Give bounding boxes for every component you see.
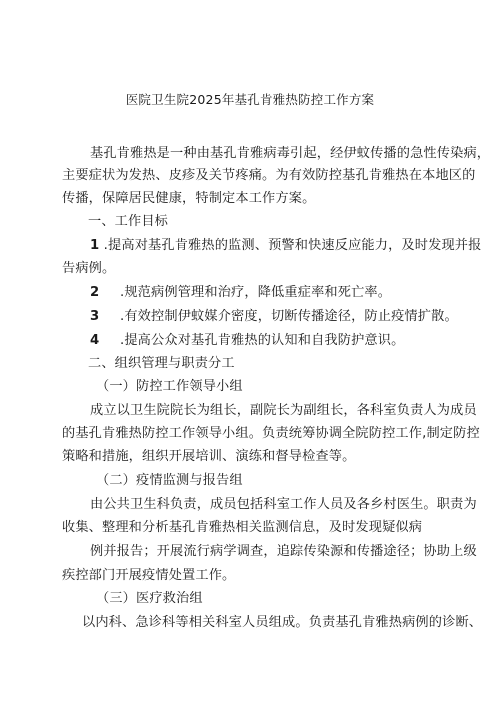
treatment-line-1: 以内科、急诊科等相关科室人员组成。负责基孔肯雅热病例的诊断、	[82, 615, 483, 630]
section-heading-organization: 二、组织管理与职责分工	[88, 356, 235, 371]
section-heading-goals: 一、工作目标	[88, 214, 169, 229]
surveillance-line-1: 由公共卫生科负责，成员包括科室工作人员及各乡村医生。职责为	[90, 497, 477, 512]
goal-text: .有效控制伊蚊媒介密度，切断传播途径，防止疫情扩散。	[120, 309, 458, 324]
leadership-line-3: 策略和措施，组织开展培训、演练和督导检查等。	[62, 449, 356, 464]
goal-item-1	[90, 237, 481, 255]
goal-number: 3	[90, 309, 100, 324]
goal-number: 4	[90, 333, 100, 348]
document-title: 医院卫生院2025年基孔肯雅热防控工作方案	[125, 92, 375, 107]
goal-item-2	[90, 284, 391, 302]
leadership-line-2: 的基孔肯雅热防控工作领导小组。负责统筹协调全院防控工作,制定防控	[62, 426, 480, 441]
goal-item-3	[90, 308, 458, 326]
group-heading-treatment: （三）医疗救治组	[96, 591, 203, 606]
surveillance-line-4: 疾控部门开展疫情处置工作。	[62, 568, 236, 583]
goal-number: 1	[90, 238, 100, 253]
surveillance-line-3: 例并报告；开展流行病学调查，追踪传染源和传播途径；协助上级	[90, 544, 477, 559]
leadership-line-1: 成立以卫生院院长为组长，副院长为副组长，各科室负责人为成员	[90, 403, 477, 418]
intro-line-2: 主要症状为发热、皮疹及关节疼痛。为有效防控基孔肯雅热在本地区的	[62, 168, 476, 183]
intro-line-3: 传播，保障居民健康，特制定本工作方案。	[62, 191, 316, 206]
goal-text: .提高公众对基孔肯雅热的认知和自我防护意识。	[120, 333, 405, 348]
goal-text: .规范病例管理和治疗，降低重症率和死亡率。	[120, 285, 392, 300]
group-heading-surveillance: （二）疫情监测与报告组	[96, 473, 243, 488]
goal-item-1-cont: 告病例。	[62, 261, 116, 276]
goal-number: 2	[90, 285, 100, 300]
surveillance-line-2: 收集、整理和分析基孔肯雅热相关监测信息，及时发现疑似病	[62, 520, 423, 535]
group-heading-leadership: （一）防控工作领导小组	[96, 379, 243, 394]
goal-text: .提高对基孔肯雅热的监测、预警和快速反应能力，及时发现并报	[103, 238, 482, 253]
intro-line-1: 基孔肯雅热是一种由基孔肯雅病毒引起，经伊蚊传播的急性传染病，	[90, 146, 491, 161]
goal-item-4	[90, 332, 404, 350]
